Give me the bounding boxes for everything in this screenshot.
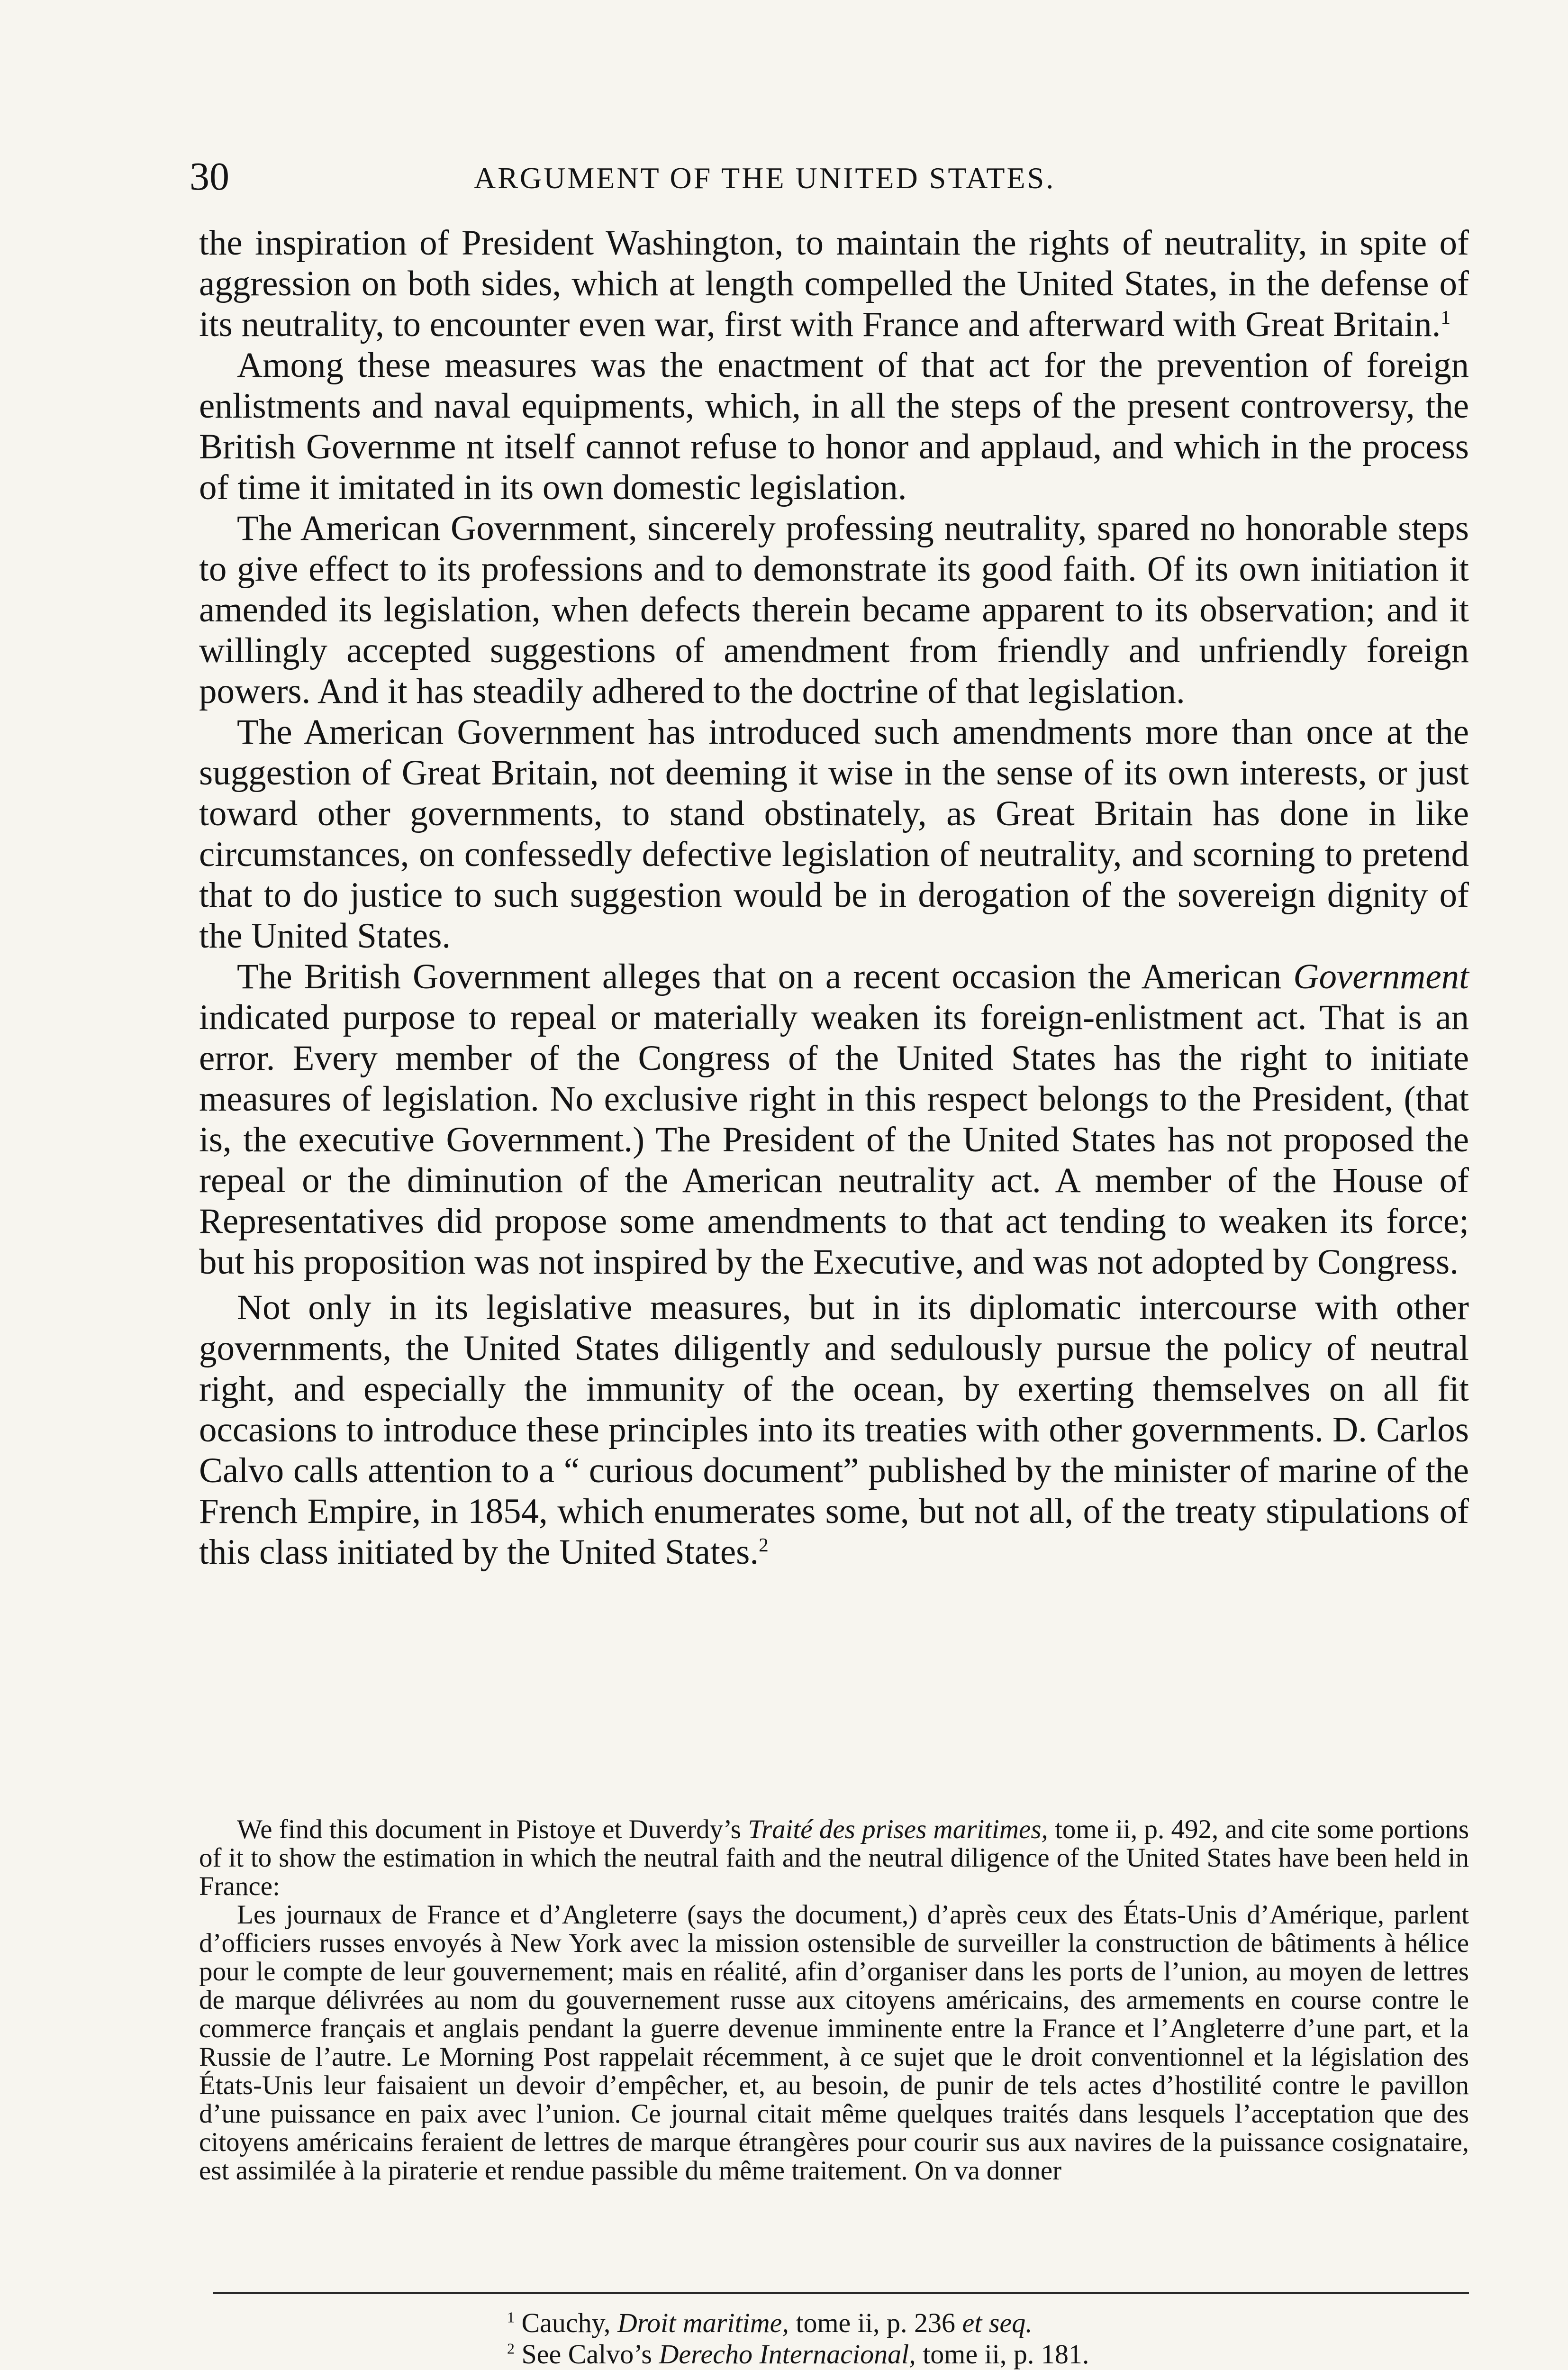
page-number: 30 xyxy=(190,155,229,199)
footnotes xyxy=(507,2307,1407,2370)
french-quotation: Les journaux de France et d’Angleterre (says the document,) d’après ceux des États-Unis d’Amérique, parlent d’officiers russes envoyés à New York avec la mission ostensible de surveiller la construction de bâtiments à hélice pour le compte de leur gouvernement; mais en réalité, afin d’organiser dans les ports de l’union, au moyen de lettres de marque délivrées au nom du gouvernement russe aux citoyens américains, des armements en course contre le commerce français et anglais pendant la guerre devenue imminente entre la France et l’Angleterre d’une part, et la Russie de l’autre. Le Morning Post rappelait récemment, à ce sujet que le droit conventionnel et la législation des États-Unis leur faisaient un devoir d’empêcher, et, au besoin, de punir de tels actes d’hostilité contre le pavillon d’une puissance en paix avec l’union. Ce journal citait même quelques traités dans lesquels l’acceptation que des citoyens américains feraient de lettres de marque étrangères pour courir sus aux navires de la puissance cosignataire, est assimilée à la piraterie et rendue passible du même traitement. On va donner xyxy=(199,1900,1469,2186)
paragraph-amendments: The American Government has introduced such amendments more than once at the suggestion of Great Britain, not deeming it wise in the sense of its own interests, or just toward other governments, to stand obstinately, as Great Britain has done in like circumstances, on confessedly defective legislation of neutrality, and scorning to pretend that to do justice to such suggestion would be in derogation of the sovereign dignity of the United States. xyxy=(199,712,1469,956)
footnote-divider xyxy=(213,2292,1469,2294)
footnote-2: $^2$ See Calvo’s Derecho Internacional, tome ii, p. 181. xyxy=(507,2339,1089,2370)
footnote-ref-2: 2 xyxy=(759,1534,769,1556)
running-title: ARGUMENT OF THE UNITED STATES. xyxy=(474,161,1056,195)
main-text xyxy=(199,223,1469,1573)
quotation-intro: We find this document in Pistoye et Duverdy’s Traité des prises maritimes, tome ii, p. 492, and cite some portions of it to show the estimation in which the neutral faith and the neutral diligence of the United States have been held in France: xyxy=(199,1814,1469,1901)
paragraph-american-government: The American Government, sincerely professing neutrality, spared no honorable steps to give effect to its professions and to demonstrate its good faith. Of its own initiation it amended its legislation, when defects therein became apparent to its observation; and it willingly accepted suggestions of amendment from friendly and unfriendly foreign powers. And it has steadily adhered to the doctrine of that legislation. xyxy=(199,509,1469,711)
paragraph-british-allegation: The British Government alleges that on a recent occasion the American Government indicated purpose to repeal or materially weaken its foreign-enlistment act. That is an error. Every member of the Congress of the United States has the right to initiate measures of legislation. No exclusive right in this respect belongs to the President, (that is, the executive Government.) The President of the United States has not proposed the repeal or the diminution of the American neutrality act. A member of the House of Representatives did propose some amendments to that act tending to weaken its force; but his proposition was not inspired by the Executive, and was not adopted by Congress. xyxy=(199,957,1469,1282)
paragraph-enlistment-act: Among these measures was the enactment of that act for the prevention of foreign enlistments and naval equipments, which, in all the steps of the present controversy, the British Governme nt itself cannot refuse to honor and applaud, and which in the process of time it imitated in its own domestic legislation. xyxy=(199,346,1469,507)
footnote-ref-1: 1 xyxy=(1441,306,1451,328)
page-header xyxy=(190,151,1469,203)
footnote-1: $^1$ Cauchy, Droit maritime, tome ii, p. 236 et seq. xyxy=(507,2307,1033,2338)
paragraph-diplomatic-intercourse: Not only in its legislative measures, but in its diplomatic intercourse with other governments, the United States diligently and sedulously pursue the policy of neutral right, and especially the immunity of the ocean, by exerting themselves on all fit occasions to introduce these principles into its treaties with other governments. D. Carlos Calvo calls attention to a “ curious document” published by the minister of marine of the French Empire, in 1854, which enumerates some, but not all, of the treaty stipulations of this class initiated by the United States.$^2$ xyxy=(199,1288,1469,1572)
small-print-quotation xyxy=(199,1815,1469,2185)
paragraph-continuation: the inspiration of President Washington, to maintain the rights of neutrality, in spite of aggression on both sides, which at length compelled the United States, in the defense of its neutrality, to encounter even war, first with France and afterward with Great Britain.$^1$ xyxy=(199,223,1469,344)
